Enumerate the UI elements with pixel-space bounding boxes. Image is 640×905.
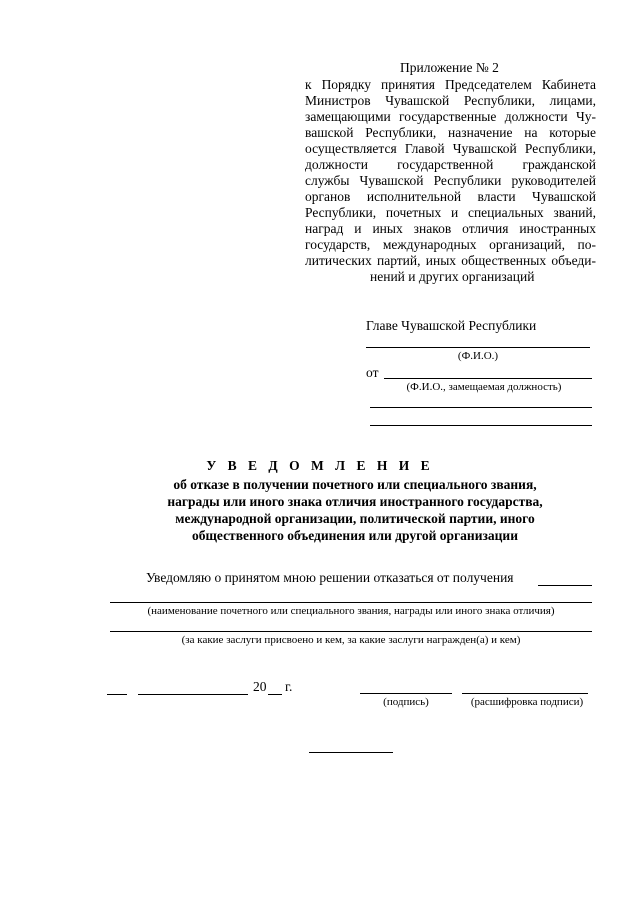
appendix-line: службы Чувашской Республики руководителей xyxy=(305,173,596,188)
merits-line[interactable] xyxy=(110,631,592,632)
subtitle-line: международной организации, политической партии, иного xyxy=(175,511,535,526)
from-caption: (Ф.И.О., замещаемая должность) xyxy=(406,381,562,393)
notice-title: У В Е Д О М Л Е Н И Е xyxy=(206,458,434,473)
appendix-line: органов исполнительной власти Чувашской xyxy=(305,189,596,204)
from-line[interactable] xyxy=(384,378,592,379)
notice-subtitle xyxy=(120,476,590,544)
from-label: от xyxy=(366,365,379,380)
appendix-line: литических партий, иных общественных объеди- xyxy=(305,253,596,268)
day-line[interactable] xyxy=(107,694,127,695)
year-line[interactable] xyxy=(268,694,282,695)
fio-caption: (Ф.И.О.) xyxy=(457,350,499,362)
appendix-line: вашской Республики, назначение на которые xyxy=(305,125,596,140)
decoding-caption: (расшифровка подписи) xyxy=(470,696,584,708)
subtitle-line: общественного объединения или другой организации xyxy=(192,528,518,543)
year-prefix: 20 xyxy=(253,679,267,694)
notice-body: Уведомляю о принятом мною решении отказаться от получения xyxy=(146,570,514,585)
appendix-line: должности государственной гражданской xyxy=(305,157,596,172)
year-suffix: г. xyxy=(285,679,293,694)
position-line-2[interactable] xyxy=(370,425,592,426)
subtitle-line: награды или иного знака отличия иностранного государства, xyxy=(167,494,543,509)
appendix-line: нений и других организаций xyxy=(370,269,535,284)
appendix-line: Министров Чувашской Республики, лицами, xyxy=(305,93,596,108)
merits-caption: (за какие заслуги присвоено и кем, за какие заслуги награжден(а) и кем) xyxy=(181,634,521,646)
position-line-1[interactable] xyxy=(370,407,592,408)
award-line[interactable] xyxy=(110,602,592,603)
appendix-line: Республики, почетных и специальных званий, xyxy=(305,205,596,220)
month-line[interactable] xyxy=(138,694,248,695)
end-separator xyxy=(309,752,393,753)
signature-line[interactable] xyxy=(360,693,452,694)
decoding-line[interactable] xyxy=(462,693,588,694)
signature-caption: (подпись) xyxy=(383,696,429,708)
appendix-line: замещающими государственные должности Чу- xyxy=(305,109,596,124)
subtitle-line: об отказе в получении почетного или специального звания, xyxy=(173,477,537,492)
recipient-title: Главе Чувашской Республики xyxy=(366,318,537,333)
appendix-line: государств, международных организаций, по- xyxy=(305,237,596,252)
award-caption: (наименование почетного или специального звания, награды или иного знака отличия) xyxy=(147,605,555,617)
appendix-number: Приложение № 2 xyxy=(400,60,499,75)
appendix-description xyxy=(305,77,596,285)
award-inline-line[interactable] xyxy=(538,585,592,586)
appendix-line: к Порядку принятия Председателем Кабинета xyxy=(305,77,596,92)
fio-line[interactable] xyxy=(366,347,590,348)
appendix-line: наград и иных знаков отличия иностранных xyxy=(305,221,596,236)
appendix-line: осуществляется Главой Чувашской Республики, xyxy=(305,141,596,156)
